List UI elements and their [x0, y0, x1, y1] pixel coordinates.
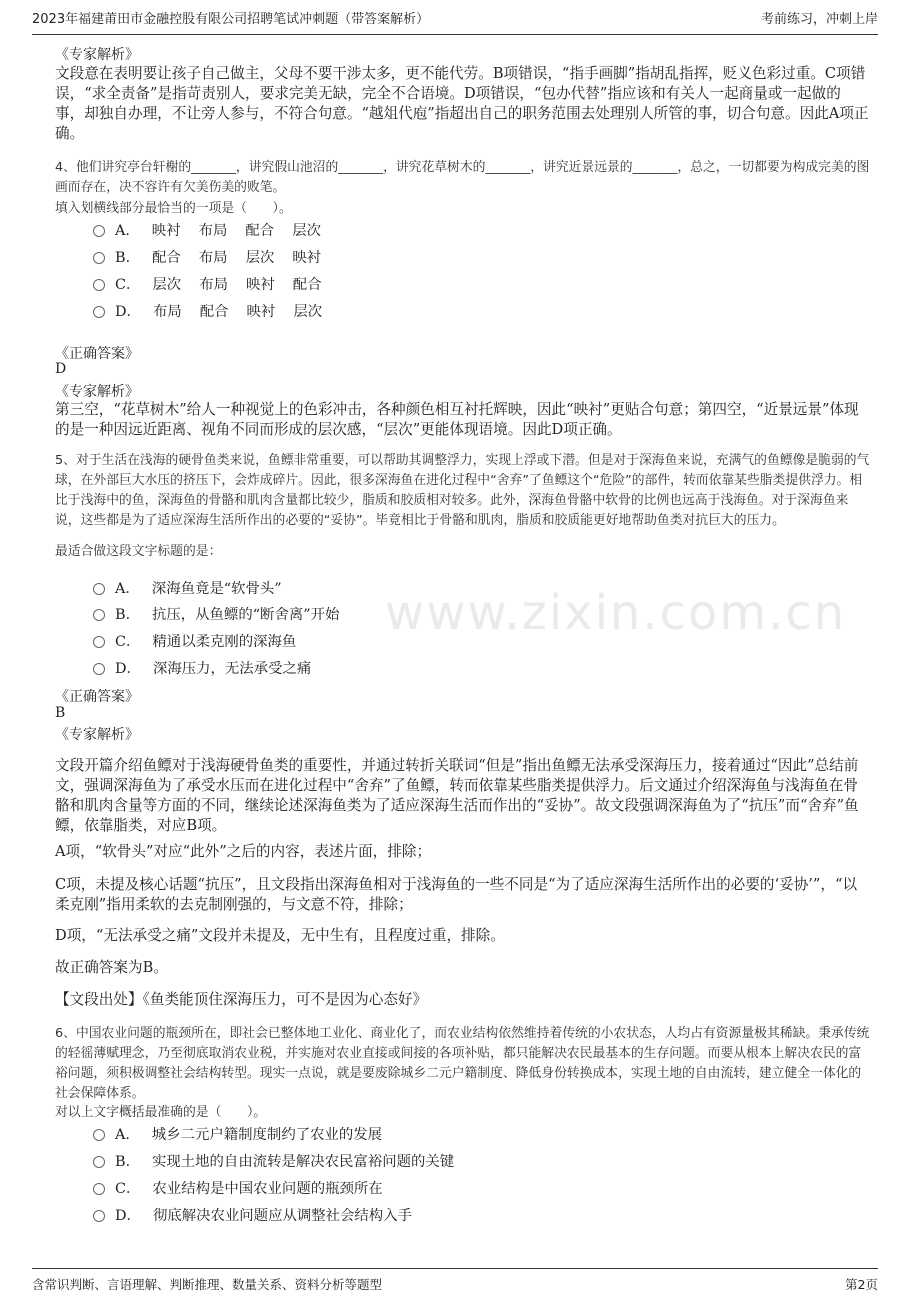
q5-expert-label: 《专家解析》 [55, 727, 139, 743]
q6-option-b[interactable]: B． 实现土地的自由流转是解决农民富裕问题的关键 [93, 1149, 454, 1171]
q5-option-b[interactable]: B． 抗压，从鱼鳔的“断舍离”开始 [93, 602, 339, 624]
q5-prompt: 最适合做这段文字标题的是： [55, 544, 222, 559]
q6-option-a[interactable]: A． 城乡二元户籍制度制约了农业的发展 [93, 1122, 382, 1144]
page-header [32, 8, 878, 35]
q6-stem: 6、中国农业问题的瓶颈所在，即社会已整体地工业化、商业化了，而农业结构依然维持着传统的小农状态，人均占有资源量极其稀缺。秉承传统的轻徭薄赋理念，乃至彻底取消农业税，并实施对农业直接或间接的各项补贴，都只能解决农民最基本的生存问题。而要从根本上解决农民的富裕问题，须积极调整社会结构转型。现实一点说，就是要废除城乡二元户籍制度、降低身份转换成本，实现土地的自由流转，建立健全一体化的社会保障体系。 [55, 1026, 870, 1101]
q4-option-c[interactable]: C． 层次 布局 映衬 配合 [93, 272, 340, 294]
radio-icon[interactable] [93, 225, 105, 237]
q3-expert-label: 《专家解析》 [55, 47, 139, 63]
q5-analysis-p4: D项，“无法承受之痛”文段并未提及，无中生有，且程度过重，排除。 [55, 927, 505, 944]
page-footer [32, 1268, 878, 1293]
q4-answer-label: 《正确答案》 [55, 346, 139, 362]
q5-analysis-p1: 文段开篇介绍鱼鳔对于浅海硬骨鱼类的重要性，并通过转折关联词“但是”指出鱼鳔无法承受深海压力，接着通过“因此”总结前文，强调深海鱼为了承受水压而在进化过程中“舍弃”了鱼鳔，转而依靠某些脂类提供浮力。后文通过介绍深海鱼与浅海鱼在骨骼和肌肉含量等方面的不同，继续论述深海鱼类为了适应深海生活而作出的“妥协”。故文段强调深海鱼为了“抗压”而“舍弃”鱼鳔，依靠脂类，对应B项。 [55, 757, 859, 834]
radio-icon[interactable] [93, 663, 105, 675]
radio-icon[interactable] [93, 636, 105, 648]
radio-icon[interactable] [93, 306, 105, 318]
q5-analysis-p5: 故正确答案为B。 [55, 959, 168, 976]
q4-option-a[interactable]: A． 映衬 布局 配合 层次 [93, 218, 339, 240]
radio-icon[interactable] [93, 252, 105, 264]
header-slogan: 考前练习，冲刺上岸 [760, 12, 878, 27]
radio-icon[interactable] [93, 1210, 105, 1222]
q5-analysis-p2: A项，“软骨头”对应“此外”之后的内容，表述片面，排除； [55, 843, 432, 860]
q5-option-a[interactable]: A． 深海鱼竟是“软骨头” [93, 576, 282, 598]
radio-icon[interactable] [93, 609, 105, 621]
radio-icon[interactable] [93, 279, 105, 291]
q5-option-d[interactable]: D． 深海压力，无法承受之痛 [93, 656, 311, 678]
radio-icon[interactable] [93, 1183, 105, 1195]
q4-expert-label: 《专家解析》 [55, 384, 139, 400]
q5-stem: 5、对于生活在浅海的硬骨鱼类来说，鱼鳔非常重要，可以帮助其调整浮力，实现上浮或下潜。但是对于深海鱼来说，充满气的鱼鳔像是脆弱的气球，在外部巨大水压的挤压下，会炸成碎片。因此，很多深海鱼在进化过程中“舍弃”了鱼鳔这个“危险”的部件，转而依靠某些脂类提供浮力。相比于浅海中的鱼，深海鱼的骨骼和肌肉含量都比较少，脂质和胶质相对较多。此外，深海鱼骨骼中软骨的比例也远高于浅海鱼。对于深海鱼来说，这些都是为了适应深海生活所作出的必要的“妥协”。毕竟相比于骨骼和肌肉，脂质和胶质能更好地帮助鱼类对抗巨大的压力。 [55, 453, 870, 528]
q5-answer-label: 《正确答案》 [55, 689, 139, 705]
q4-explanation: 第三空，“花草树木”给人一种视觉上的色彩冲击，各种颜色相互衬托辉映，因此“映衬”更贴合句意；第四空，“近景远景”体现的是一种因远近距离、视角不同而形成的层次感，“层次”更能体现语境。因此D项正确。 [55, 401, 859, 438]
q6-option-d[interactable]: D． 彻底解决农业问题应从调整社会结构入手 [93, 1203, 412, 1225]
footer-description: 含常识判断、言语理解、判断推理、数量关系、资料分析等题型 [32, 1277, 383, 1292]
q3-explanation: 文段意在表明要让孩子自己做主，父母不要干涉太多，更不能代劳。B项错误，“指手画脚”指胡乱指挥，贬义色彩过重。C项错误，“求全责备”是指苛责别人，要求完美无缺，完全不合语境。D项错误，“包办代替”指应该和有关人一起商量或一起做的事，却独自办理，不让旁人参与，不符合句意。“越俎代庖”指超出自己的职务范围去处理别人所管的事，切合句意。因此A项正确。 [55, 65, 869, 142]
document-title: 2023年福建莆田市金融控股有限公司招聘笔试冲刺题（带答案解析） [32, 12, 430, 27]
radio-icon[interactable] [93, 1129, 105, 1141]
q6-prompt: 对以上文字概括最准确的是（ ）。 [55, 1105, 267, 1120]
q5-source: 【文段出处】《鱼类能顶住深海压力，可不是因为心态好》 [55, 991, 428, 1008]
radio-icon[interactable] [93, 583, 105, 595]
q6-option-c[interactable]: C． 农业结构是中国农业问题的瓶颈所在 [93, 1176, 383, 1198]
watermark: www.zixin.com.cn [385, 585, 847, 641]
page-number: 第2页 [845, 1277, 878, 1292]
q4-answer: D [55, 361, 67, 377]
q4-option-b[interactable]: B． 配合 布局 层次 映衬 [93, 245, 339, 267]
q5-option-c[interactable]: C． 精通以柔克刚的深海鱼 [93, 629, 296, 651]
q5-answer: B [55, 705, 66, 721]
radio-icon[interactable] [93, 1156, 105, 1168]
q4-prompt: 填入划横线部分最恰当的一项是（ ）。 [55, 201, 292, 216]
q4-stem: 4、他们讲究亭台轩榭的_______，讲究假山池沼的_______，讲究花草树木的_______，讲究近景远景的_______，总之，一切都要为构成完美的图画而存在，决不容许有欠美伤美的败笔。 [55, 160, 870, 195]
q5-analysis-p3: C项，未提及核心话题“抗压”，且文段指出深海鱼相对于浅海鱼的一些不同是“为了适应深海生活所作出的必要的‘妥协’”，“以柔克刚”指用柔软的去克制刚强的，与文意不符，排除； [55, 876, 858, 913]
q4-option-d[interactable]: D． 布局 配合 映衬 层次 [93, 299, 340, 321]
